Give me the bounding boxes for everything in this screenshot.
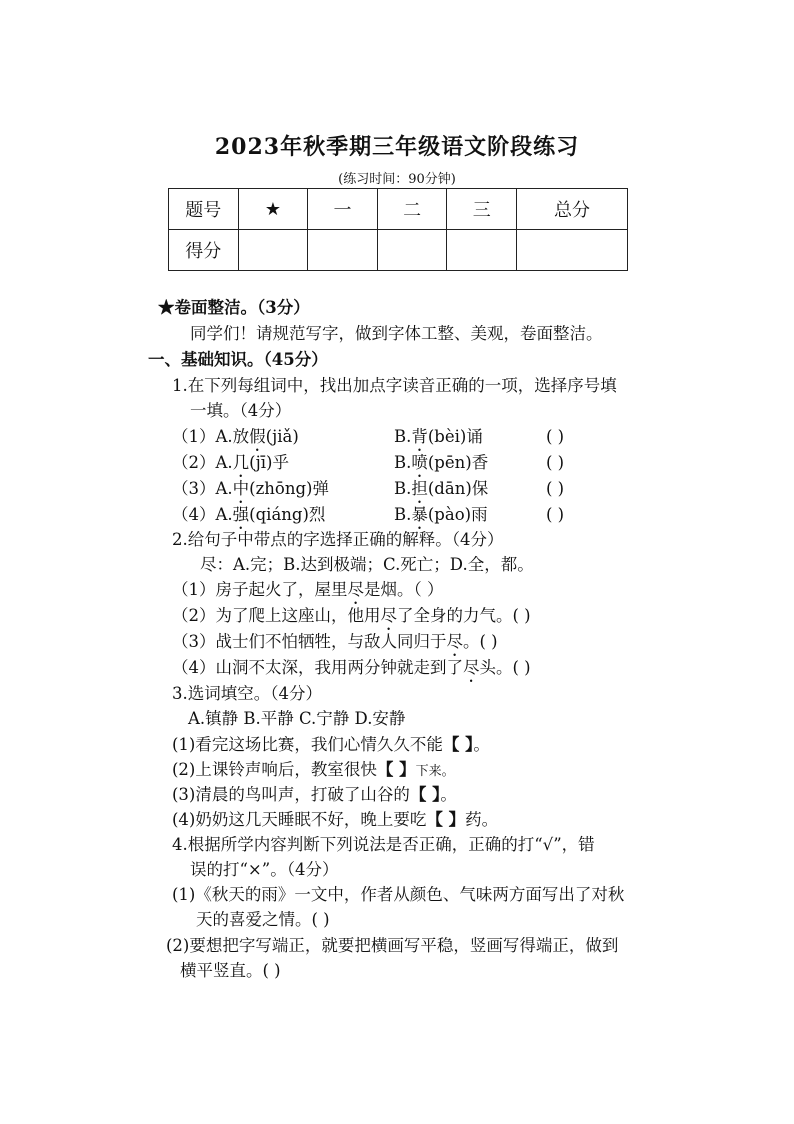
q4-item2-line2[interactable]: 横平竖直。( ) [180, 961, 281, 980]
q3-item-suffix: 下来。 [415, 764, 455, 779]
answer-paren[interactable]: ( ) [546, 479, 565, 498]
table-row [169, 189, 628, 230]
score-cell[interactable] [377, 230, 447, 271]
q4-item2-line1: (2)要想把字写端正，就要把横画写平稳，竖画写得端正，做到 [166, 936, 619, 955]
q1-line2: 一填。（4分） [190, 401, 292, 420]
q2-item-suffix[interactable]: 了全身的力气。( ) [397, 606, 531, 625]
q3-item [172, 733, 490, 757]
answer-paren[interactable]: ( ) [546, 453, 565, 472]
table-header-cell: 二 [377, 189, 447, 230]
q3-item-suffix: 药。 [465, 810, 499, 829]
table-header-cell: ★ [238, 189, 308, 230]
q3-item [172, 808, 498, 832]
score-cell[interactable] [447, 230, 517, 271]
q2-item-suffix[interactable]: 。( ) [463, 632, 498, 651]
q4-item1-line2[interactable]: 天的喜爱之情。( ) [196, 910, 330, 929]
q1-b-suffix: (dān)保 [427, 479, 489, 498]
score-cell[interactable] [238, 230, 308, 271]
q1-a-dotted-char: 强 [232, 505, 250, 524]
q1-line1: 1.在下列每组词中，找出加点字读音正确的一项，选择序号填 [172, 376, 617, 395]
q3-item-prefix: (1)看完这场比赛，我们心情久久不能 [172, 735, 443, 754]
q1-a-prefix: （4）A. [172, 505, 233, 524]
q1-b-dotted-char: 喷 [411, 453, 428, 472]
q1-b-dotted-char: 担 [411, 479, 428, 498]
q1-b-prefix: B. [394, 427, 412, 446]
q1-a-prefix: （1）A.放 [172, 427, 250, 446]
q1-b-prefix: B. [394, 453, 412, 472]
q3-item-prefix: (2)上课铃声响后，教室很快 [172, 760, 377, 779]
page-title: 2023年秋季期三年级语文阶段练习 [214, 134, 580, 160]
answer-paren[interactable]: ( ) [546, 427, 565, 446]
section1-heading: 一、基础知识。（45分） [148, 350, 328, 369]
q2-dotted-char: 尽 [446, 632, 463, 651]
q1-a-dotted-char: 假 [249, 427, 266, 446]
q2-dotted-char: 尽 [463, 658, 480, 677]
q1-b-suffix: (pēn)香 [427, 453, 489, 472]
q4-line1: 4.根据所学内容判断下列说法是否正确，正确的打“√”，错 [172, 835, 595, 854]
q3-item [172, 758, 455, 784]
q2-item-prefix: （4）山洞不太深，我用两分钟就走到了 [172, 658, 463, 677]
score-table [168, 188, 628, 271]
neatness-heading: ★卷面整洁。（3分） [158, 298, 310, 317]
q3-blank[interactable]: 【 】 [376, 760, 416, 779]
table-header-cell: 题号 [169, 189, 239, 230]
q1-b-dotted-char: 暴 [411, 505, 428, 524]
q1-b-dotted-char: 背 [411, 427, 428, 446]
q3-item-suffix: 。 [473, 735, 490, 754]
q4-item1-line1: (1)《秋天的雨》一文中，作者从颜色、气味两方面写出了对秋 [172, 885, 625, 904]
q1-a-prefix: （2）A. [172, 453, 233, 472]
q3-options: A.镇静 B.平静 C.宁静 D.安静 [188, 709, 406, 728]
score-cell[interactable] [308, 230, 378, 271]
q2-item-prefix: （2）为了爬上这座山，他用 [172, 606, 381, 625]
q3-blank[interactable]: 【 】 [409, 785, 441, 804]
q1-a-suffix: (zhōng)弹 [249, 479, 329, 498]
q1-a-suffix: (qiáng)烈 [249, 505, 326, 524]
q2-item-suffix[interactable]: 是烟。（ ） [364, 580, 444, 599]
q2-item-prefix: （1）房子起火了，屋里 [172, 580, 348, 599]
q2-dotted-char: 尽 [380, 606, 397, 625]
q2-line1: 2.给句子中带点的字选择正确的解释。（4分） [172, 530, 504, 549]
q1-a-suffix: (jī)乎 [249, 453, 289, 472]
q3-item-suffix: 。 [440, 785, 457, 804]
table-row [169, 230, 628, 271]
q1-b-suffix: (pào)雨 [427, 505, 488, 524]
q3-blank[interactable]: 【 】 [426, 810, 466, 829]
q3-line1: 3.选词填空。（4分） [172, 684, 322, 703]
q1-a-dotted-char: 中 [232, 479, 250, 498]
q3-item [172, 783, 457, 807]
q2-definitions: 尽：A.完；B.达到极端；C.死亡；D.全，都。 [200, 555, 534, 574]
q1-b-prefix: B. [394, 505, 412, 524]
answer-paren[interactable]: ( ) [546, 505, 565, 524]
q1-b-prefix: B. [394, 479, 412, 498]
q2-item-suffix[interactable]: 头。( ) [479, 658, 531, 677]
q3-item-prefix: (4)奶奶这几天睡眠不好，晚上要吃 [172, 810, 427, 829]
q4-line2: 误的打“×”。（4分） [190, 860, 339, 879]
q1-b-suffix: (bèi)诵 [427, 427, 483, 446]
table-header-cell: 三 [447, 189, 517, 230]
q1-a-dotted-char: 几 [232, 453, 250, 472]
q2-dotted-char: 尽 [347, 580, 364, 599]
q3-blank[interactable]: 【 】 [442, 735, 474, 754]
q1-a-prefix: （3）A. [172, 479, 233, 498]
q3-item-prefix: (3)清晨的鸟叫声，打破了山谷的 [172, 785, 410, 804]
table-header-cell: 一 [308, 189, 378, 230]
neatness-text: 同学们！请规范写字，做到字体工整、美观，卷面整洁。 [190, 324, 603, 343]
table-header-cell: 总分 [517, 189, 628, 230]
q1-a-suffix: (jiǎ) [265, 427, 299, 446]
table-row-label: 得分 [169, 230, 239, 271]
page-subtitle: (练习时间：90分钟) [338, 172, 456, 187]
score-cell[interactable] [517, 230, 628, 271]
q2-item-prefix: （3）战士们不怕牺牲，与敌人同归于 [172, 632, 447, 651]
